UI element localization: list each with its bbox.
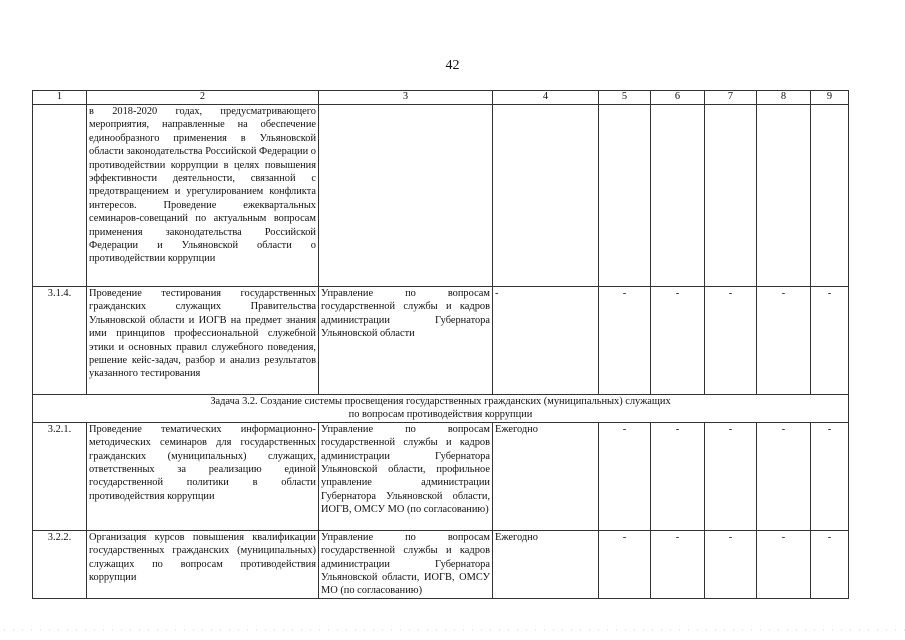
row-c5: - [599,530,651,598]
measures-table [32,90,849,599]
row-c7: - [705,422,757,530]
row-measure: Проведение тематических информационно-методических семинаров для государственных гражданских (муниципальных) служащих, ответственных за реализацию единой государственной политики в области противодействия коррупции [87,422,319,530]
col-header-7: 7 [705,91,757,105]
row-c5 [599,105,651,287]
task-heading-line2: по вопросам противодействия коррупции [348,409,533,421]
header-row [33,91,849,105]
row-executor: Управление по вопросам государственной службы и кадров администрации Губернатора Ульяновской области [319,287,493,395]
task-heading-line1: Задача 3.2. Создание системы просвещения государственных гражданских (муниципальных) служащих [210,396,671,407]
table-row [33,105,849,287]
page-number: 42 [445,58,460,73]
table-row [33,287,849,395]
task-heading [33,395,849,423]
row-c7: - [705,287,757,395]
row-c8: - [757,287,811,395]
row-c6: - [651,287,705,395]
row-term: - [493,287,599,395]
table-row [33,530,849,598]
row-c9 [811,105,849,287]
row-c9: - [811,530,849,598]
row-term: Ежегодно [493,422,599,530]
col-header-1: 1 [33,91,87,105]
col-header-8: 8 [757,91,811,105]
row-c9: - [811,287,849,395]
row-term [493,105,599,287]
row-c8: - [757,422,811,530]
task-heading-row [33,395,849,423]
row-measure: Проведение тестирования государственных гражданских служащих Правительства Ульяновской области и ИОГВ на предмет знания ими принципов профессиональной служебной этики и основных правил служебного поведения, решение кейс-задач, разбор и анализ результатов указанного тестирования [87,287,319,395]
col-header-4: 4 [493,91,599,105]
scan-noise-dots [0,628,905,632]
row-number: 3.2.1. [33,422,87,530]
row-c6: - [651,530,705,598]
row-executor [319,105,493,287]
row-c5: - [599,287,651,395]
row-c7: - [705,530,757,598]
row-c8: - [757,530,811,598]
row-executor: Управление по вопросам государственной службы и кадров администрации Губернатора Ульяновской области, ИОГВ, ОМСУ МО (по согласованию) [319,530,493,598]
row-number [33,105,87,287]
row-c6 [651,105,705,287]
row-c7 [705,105,757,287]
row-c6: - [651,422,705,530]
col-header-3: 3 [319,91,493,105]
table-row [33,422,849,530]
row-term: Ежегодно [493,530,599,598]
col-header-9: 9 [811,91,849,105]
row-executor: Управление по вопросам государственной службы и кадров администрации Губернатора Ульяновской области, профильное управление администрации Губернатора Ульяновской области, ИОГВ, ОМСУ МО (по согласованию) [319,422,493,530]
row-c5: - [599,422,651,530]
row-measure: в 2018-2020 годах, предусматривающего мероприятия, направленные на обеспечение единообразного применения в Ульяновской области законодательства Российской Федерации о противодействии коррупции в целях повышения эффективности деятельности, связанной с предотвращением и урегулированием конфликта интересов. Проведение ежеквартальных семинаров-совещаний по актуальным вопросам применения законодательства Российской Федерации и Ульяновской области о противодействии коррупции [87,105,319,287]
col-header-6: 6 [651,91,705,105]
row-c9: - [811,422,849,530]
col-header-2: 2 [87,91,319,105]
row-number: 3.2.2. [33,530,87,598]
col-header-5: 5 [599,91,651,105]
row-c8 [757,105,811,287]
row-measure: Организация курсов повышения квалификации государственных гражданских (муниципальных) служащих по вопросам противодействия коррупции [87,530,319,598]
row-number: 3.1.4. [33,287,87,395]
